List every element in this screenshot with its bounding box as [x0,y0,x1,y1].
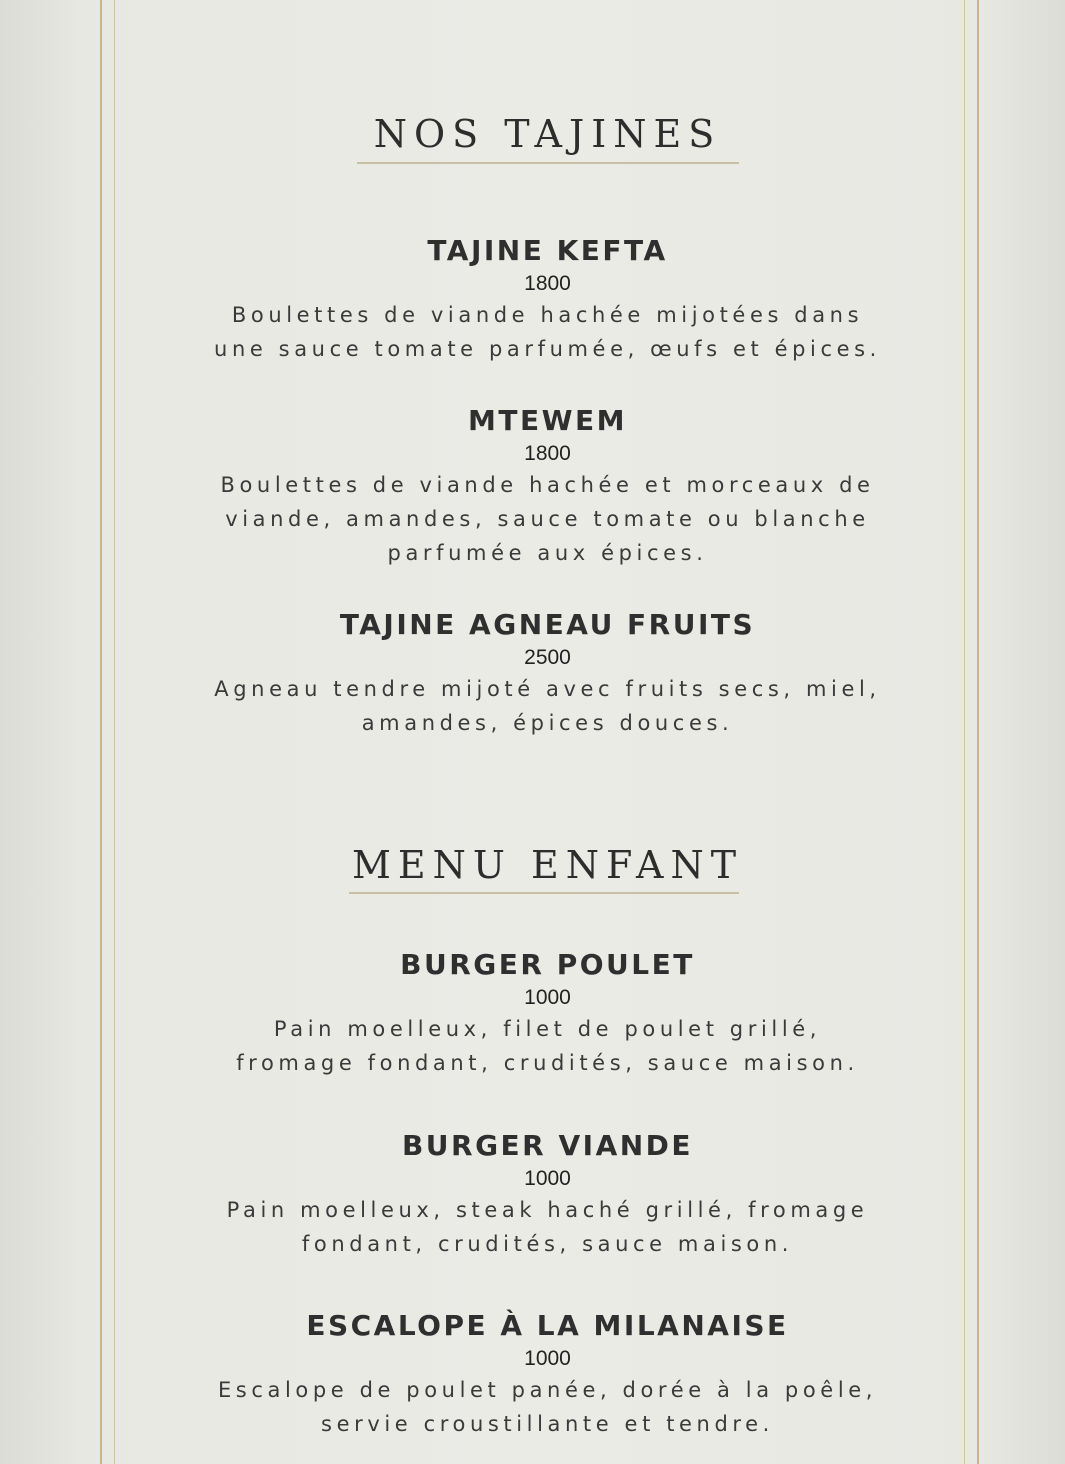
description-line: Escalope de poulet panée, dorée à la poêle, [217,1378,878,1402]
item-price: 1800 [524,272,571,295]
description-line: Boulettes de viande hachée et morceaux de [220,473,875,497]
menu-item [140,1307,955,1441]
menu-item [140,1127,955,1261]
right-border-inner [964,0,965,1464]
description-line: parfumée aux épices. [387,541,708,565]
item-price: 1000 [524,1167,571,1190]
description-line: servie croustillante et tendre. [321,1412,774,1436]
menu-item [140,402,955,570]
right-border-outer [977,0,979,1464]
description-line: une sauce tomate parfumée, œufs et épices. [214,337,881,361]
item-name: BURGER POULET [400,948,695,981]
left-border-inner [114,0,115,1464]
description-line: Boulettes de viande hachée mijotées dans [231,303,864,327]
left-border-outer [100,0,102,1464]
menu-item [140,946,955,1080]
item-price: 2500 [524,646,571,669]
item-price: 1800 [524,442,571,465]
item-price: 1000 [524,986,571,1009]
item-name: ESCALOPE À LA MILANAISE [306,1309,789,1342]
item-description [140,1012,955,1080]
item-description [140,1373,955,1441]
menu-item [140,606,955,740]
section-title-menu-enfant: MENU ENFANT [351,843,744,887]
item-name: BURGER VIANDE [401,1129,694,1162]
item-description [140,298,955,366]
description-line: Pain moelleux, steak haché grillé, fromage [226,1198,869,1222]
description-line: Agneau tendre mijoté avec fruits secs, miel, [214,677,881,701]
section-underline [349,892,739,894]
item-description [140,1193,955,1261]
description-line: viande, amandes, sauce tomate ou blanche [225,507,870,531]
item-description [140,468,955,570]
menu-item [140,232,955,366]
description-line: Pain moelleux, filet de poulet grillé, [273,1017,822,1041]
description-line: fondant, crudités, sauce maison. [301,1232,794,1256]
section-underline [357,162,739,164]
item-name: TAJINE AGNEAU FRUITS [339,608,756,641]
item-price: 1000 [524,1347,571,1370]
section-title-tajines: NOS TAJINES [373,112,722,156]
item-name: TAJINE KEFTA [427,234,668,267]
description-line: amandes, épices douces. [361,711,734,735]
description-line: fromage fondant, crudités, sauce maison. [236,1051,859,1075]
item-name: MTEWEM [468,404,627,437]
item-description [140,672,955,740]
